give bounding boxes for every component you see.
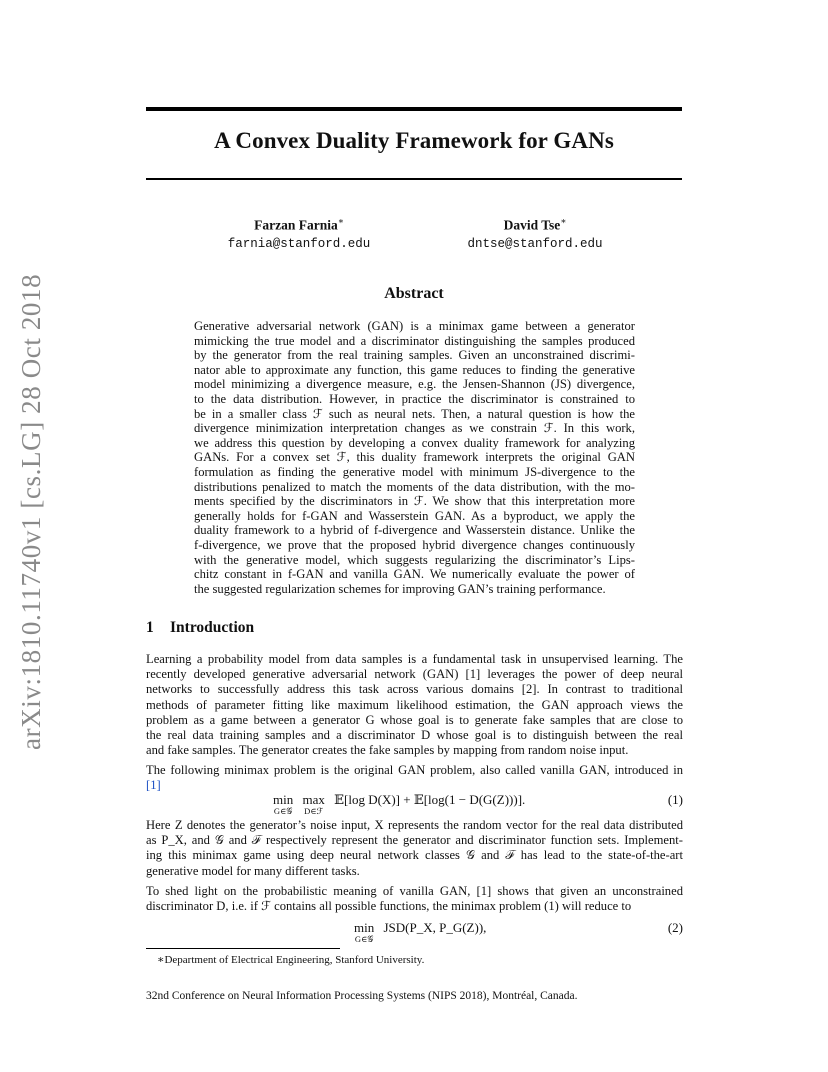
- eq1-number: (1): [667, 792, 683, 807]
- author-2-email: dntse@stanford.edu: [467, 236, 603, 251]
- section-heading: [146, 619, 254, 637]
- intro-paragraph-1: [146, 652, 683, 758]
- author-1-name: Farzan Farnia: [254, 217, 338, 233]
- abstract-line: to the data distribution. However, in practice the discriminator is constrained to: [194, 391, 635, 406]
- text-line: ing this minimax game using deep neural network classes 𝒢 and ℱ has lead to the state-of-the-art: [146, 848, 683, 863]
- footnote-rule: [146, 948, 340, 949]
- text-line: as P_X, and 𝒢 and ℱ respectively represent the generator and discriminator function sets. Implement-: [146, 833, 683, 848]
- abstract-line: mimicking the true model and a discriminator distinguishing the samples produced: [194, 333, 635, 348]
- intro-paragraph-3: [146, 818, 683, 879]
- eq1-min-sub: G∈𝒢: [273, 806, 293, 816]
- text-line: Here Z denotes the generator’s noise input, X represents the random vector for the real data distributed: [146, 818, 683, 832]
- abstract-line: we address this question by developing a convex duality framework for analyzing: [194, 435, 635, 450]
- abstract-line: divergence minimization interpretation changes as we constrain ℱ. In this work,: [194, 421, 635, 436]
- author-2-name: David Tse: [503, 217, 561, 233]
- eq1-max: max: [302, 792, 325, 807]
- eq2-expression: JSD(P_X, P_G(Z)),: [383, 920, 487, 935]
- author-1: [199, 216, 399, 251]
- footnote: ∗Department of Electrical Engineering, Stanford University.: [157, 954, 425, 966]
- title-bottom-rule: [146, 178, 682, 180]
- text-line: methods of parameter fitting like maximum likelihood estimation, the GAN approach views the: [146, 697, 683, 712]
- text-line: the real data training samples and a discriminator D whose goal is to distinguish between the real: [146, 728, 683, 743]
- text-line: networks to successfully address this task across various domains [2]. In contrast to traditional: [146, 682, 683, 697]
- text-line: The following minimax problem is the original GAN problem, also called vanilla GAN, introduced in: [146, 763, 683, 777]
- section-title: Introduction: [170, 619, 255, 636]
- eq1-expression: 𝔼[log D(X)] + 𝔼[log(1 − D(G(Z)))].: [334, 792, 526, 807]
- text-line: discriminator D, i.e. if ℱ contains all possible functions, the minimax problem (1) will reduce to: [146, 899, 632, 914]
- abstract-line: nator able to approximate any function, this game reduces to finding the generative: [194, 362, 635, 377]
- eq1-max-sub: D∈ℱ: [304, 806, 324, 816]
- title-top-rule: [146, 107, 682, 111]
- eq2-number: (2): [667, 920, 683, 935]
- arxiv-side-label: arXiv:1810.11740v1 [cs.LG] 28 Oct 2018: [16, 273, 46, 750]
- abstract-line: generally holds for f-GAN and Wasserstein GAN. As a byproduct, we apply the: [194, 508, 635, 523]
- author-2: [435, 216, 635, 251]
- paper-title: A Convex Duality Framework for GANs: [214, 128, 614, 153]
- abstract-line: chitz constant in f-GAN and vanilla GAN. We numerically evaluate the power of: [194, 567, 635, 582]
- abstract-heading: Abstract: [384, 285, 444, 302]
- abstract-body: [194, 319, 635, 596]
- section-number: 1: [146, 619, 154, 636]
- abstract-line: Generative adversarial network (GAN) is a minimax game between a generator: [194, 319, 635, 333]
- abstract-line: f-divergence, we prove that the proposed hybrid divergence changes continuously: [194, 537, 635, 552]
- abstract-line: ments specified by the discriminators in ℱ. We show that this interpretation more: [194, 494, 635, 509]
- abstract-line: formulation as finding the generative model with minimum JS-divergence to the: [194, 464, 635, 479]
- conference-footer: 32nd Conference on Neural Information Processing Systems (NIPS 2018), Montréal, Canada.: [146, 990, 578, 1002]
- abstract-line: with the generative model, which suggests regularizing the discriminator’s Lips-: [194, 552, 635, 567]
- citation-link[interactable]: [1]: [146, 778, 161, 793]
- abstract-line: distributions penalized to match the moments of the data distribution, with the mo-: [194, 479, 635, 494]
- abstract-line: by the generator from the real training samples. Given an unconstrained discrimi-: [194, 348, 635, 363]
- eq2-min-sub: G∈𝒢: [354, 934, 374, 944]
- text-line: recently developed generative adversarial network (GAN) [1] leverages the power of deep neural: [146, 667, 683, 682]
- intro-paragraph-2: [146, 763, 683, 793]
- text-line: generative model for many different tasks.: [146, 863, 360, 878]
- text-line: Learning a probability model from data samples is a fundamental task in unsupervised learning. The: [146, 652, 683, 666]
- abstract-line: the suggested regularization schemes for improving GAN’s training performance.: [194, 581, 606, 596]
- abstract-line: GANs. For a convex set ℱ, this duality framework interprets the original GAN: [194, 450, 635, 465]
- author-1-email: farnia@stanford.edu: [227, 236, 371, 251]
- abstract-line: model minimizing a divergence measure, e.g. the Jensen-Shannon (JS) divergence,: [194, 377, 635, 392]
- author-1-mark: ∗: [337, 216, 344, 226]
- text-line: and fake samples. The generator creates the fake samples by mapping from random noise input.: [146, 743, 629, 758]
- eq1-min: min: [273, 792, 294, 807]
- text-line: To shed light on the probabilistic meaning of vanilla GAN, [1] shows that given an unconstrained: [146, 884, 683, 898]
- text-line: problem as a game between a generator G whose goal is to generate fake samples that are close to: [146, 712, 683, 727]
- abstract-line: duality framework to a hybrid of f-divergence and Wasserstein distance. Unlike the: [194, 523, 635, 538]
- equation-2: [146, 920, 683, 948]
- eq2-min: min: [354, 920, 375, 935]
- author-2-mark: ∗: [560, 216, 567, 226]
- abstract-line: be in a smaller class ℱ such as neural nets. Then, a natural question is how the: [194, 406, 635, 421]
- intro-paragraph-4: [146, 884, 683, 914]
